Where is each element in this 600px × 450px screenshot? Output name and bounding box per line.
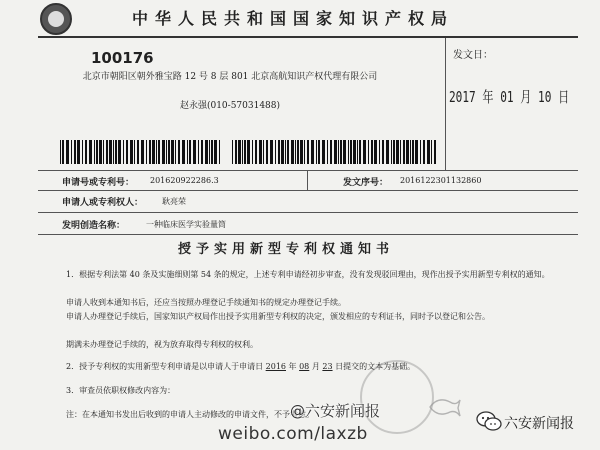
barcode-bar <box>393 140 395 164</box>
issue-date: 2017 年 01 月 10 日 <box>449 88 570 106</box>
barcode-bar <box>434 140 436 164</box>
barcode-bar <box>247 140 250 164</box>
barcode-bar <box>118 140 121 164</box>
barcode-bar <box>340 140 342 164</box>
p2-month: 08 <box>299 362 310 371</box>
doc-no-value: 2016122301132860 <box>400 176 482 185</box>
barcode-bar <box>235 140 237 164</box>
barcode-bar <box>82 140 83 164</box>
barcode-bar <box>146 140 147 164</box>
barcode-bar <box>193 140 196 164</box>
barcode-bar <box>115 140 117 164</box>
wechat-icon <box>476 410 502 432</box>
barcode-bar <box>175 140 176 164</box>
p2-day: 23 <box>322 362 333 371</box>
barcode-bar <box>209 140 210 164</box>
app-no-label: 申请号或专利号： <box>62 178 135 188</box>
barcode-right <box>232 140 437 164</box>
barcode-bar <box>316 140 317 164</box>
barcode-bar <box>201 140 203 164</box>
barcode-left <box>60 140 220 164</box>
barcode-bar <box>255 140 257 164</box>
barcode-bar <box>278 140 280 164</box>
barcode-bar <box>266 140 268 164</box>
barcode-bar <box>368 140 369 164</box>
barcode-bar <box>71 140 72 164</box>
barcode-bar <box>359 140 361 164</box>
barcode-bar <box>259 140 262 164</box>
barcode-bar <box>85 140 87 164</box>
barcode-bar <box>330 140 332 164</box>
barcode-bar <box>400 140 401 164</box>
barcode-bar <box>406 140 409 164</box>
barcode-bar <box>141 140 144 164</box>
barcode-bar <box>94 140 95 164</box>
barcode-bar <box>211 140 213 164</box>
date-label: 发文日： <box>453 50 493 61</box>
barcode-bar <box>295 140 296 164</box>
barcode-bar <box>130 140 133 164</box>
barcode-bar <box>166 140 167 164</box>
paragraph-3: 3．审查员依职权修改内容为： <box>66 386 176 395</box>
barcode-bar <box>379 140 380 164</box>
barcode-bar <box>214 140 217 164</box>
barcode-bar <box>353 140 356 164</box>
notice-title: 授予实用新型专利权通知书 <box>178 242 395 257</box>
barcode-bar <box>123 140 124 164</box>
barcode-bar <box>427 140 430 164</box>
weibo-handle: @六安新闻报 <box>290 402 381 420</box>
fish-logo-icon <box>428 394 462 420</box>
barcode-bar <box>106 140 108 164</box>
barcode-bar <box>205 140 208 164</box>
barcode-bar <box>162 140 165 164</box>
barcode-bar <box>77 140 80 164</box>
wechat-account-name: 六安新闻报 <box>504 416 574 432</box>
paragraph-4: 注：在本通知书发出后收到的申请人主动修改的申请文件，不予考虑。 <box>66 410 314 419</box>
barcode-bar <box>403 140 405 164</box>
row-divider <box>38 234 578 235</box>
barcode-bar <box>300 140 303 164</box>
barcode-bar <box>219 140 220 164</box>
barcode-bar <box>134 140 135 164</box>
barcode-bar <box>168 140 170 164</box>
barcode-bar <box>415 140 418 164</box>
title-label: 发明创造名称： <box>62 221 126 231</box>
barcode-bar <box>307 140 309 164</box>
p2-month-unit: 月 <box>309 362 323 371</box>
barcode-bar <box>158 140 160 164</box>
recipient-address: 北京市朝阳区朝外雅宝路 12 号 8 层 801 北京高航知识产权代理有限公司 <box>82 72 378 82</box>
barcode-bar <box>396 140 399 164</box>
row-divider <box>38 190 578 191</box>
barcode-bar <box>189 140 191 164</box>
applicant-value: 耿亮荣 <box>162 197 186 206</box>
barcode-bar <box>66 140 69 164</box>
p2-suffix: 日提交的文本为基础。 <box>332 362 416 371</box>
barcode-bar <box>232 140 233 164</box>
barcode-bar <box>109 140 112 164</box>
p2-year-unit: 年 <box>286 362 300 371</box>
barcode-bar <box>187 140 188 164</box>
weibo-url: weibo.com/laxzb <box>218 424 368 444</box>
barcode-bar <box>137 140 139 164</box>
paragraph-1c: 申请人办理登记手续后，国家知识产权局作出授予实用新型专利权的决定，颁发相应的专利证书，同时予以登记和公告。 <box>66 312 490 321</box>
office-title: 中华人民共和国国家知识产权局 <box>132 9 455 28</box>
barcode-bar <box>350 140 352 164</box>
doc-no-label: 发文序号： <box>343 178 389 188</box>
barcode-bar <box>287 140 289 164</box>
barcode-bar <box>281 140 284 164</box>
paragraph-2 <box>66 360 596 373</box>
barcode-bar <box>96 140 98 164</box>
barcode-bar <box>311 140 314 164</box>
paragraph-1: 1．根据专利法第 40 条及实施细则第 54 条的规定，上述专利申请经初步审查，没有发现驳回理由，现作出授予实用新型专利权的通知。 <box>66 270 550 279</box>
barcode-bar <box>420 140 421 164</box>
barcode-bar <box>60 140 61 164</box>
barcode-bar <box>386 140 389 164</box>
barcode-bar <box>374 140 377 164</box>
barcode-bar <box>126 140 128 164</box>
barcode-bar <box>74 140 76 164</box>
p2-prefix: 2．授予专利权的实用新型专利申请是以申请人于申请日 <box>66 362 266 371</box>
barcode-bar <box>423 140 425 164</box>
barcode-bar <box>338 140 339 164</box>
barcode-bar <box>182 140 185 164</box>
barcode-bar <box>244 140 246 164</box>
barcode-bar <box>242 140 243 164</box>
title-value: 一种临床医学实验量筒 <box>146 220 226 229</box>
barcode-bar <box>113 140 114 164</box>
barcode-bar <box>297 140 299 164</box>
column-divider <box>307 170 308 190</box>
barcode-bar <box>343 140 346 164</box>
barcode-bar <box>322 140 325 164</box>
barcode-bar <box>318 140 320 164</box>
barcode-bar <box>327 140 328 164</box>
recipient-contact: 赵永强(010-57031488) <box>179 101 281 111</box>
barcode-bar <box>198 140 199 164</box>
row-divider <box>38 170 578 171</box>
national-emblem-icon <box>40 3 72 35</box>
barcode-bar <box>291 140 294 164</box>
barcode-bar <box>382 140 384 164</box>
paragraph-1b: 申请人收到本通知书后，还应当按照办理登记手续通知书的规定办理登记手续。 <box>66 298 346 307</box>
barcode-bar <box>238 140 241 164</box>
barcode-bar <box>99 140 102 164</box>
postcode: 100176 <box>91 49 154 67</box>
barcode-bar <box>357 140 358 164</box>
barcode-bar <box>62 140 64 164</box>
barcode-bar <box>412 140 414 164</box>
p2-year: 2016 <box>265 362 286 371</box>
barcode-bar <box>285 140 286 164</box>
stamp-seal <box>360 360 434 434</box>
barcode-bar <box>252 140 253 164</box>
barcode-bar <box>178 140 180 164</box>
barcode-bar <box>152 140 155 164</box>
barcode-bar <box>348 140 349 164</box>
barcode-bar <box>371 140 373 164</box>
barcode-bar <box>391 140 392 164</box>
barcode-bar <box>171 140 174 164</box>
applicant-label: 申请人或专利权人： <box>62 198 144 208</box>
barcode-bar <box>89 140 92 164</box>
barcode-bar <box>275 140 276 164</box>
barcode-bar <box>103 140 104 164</box>
barcode-bar <box>149 140 151 164</box>
barcode-bar <box>334 140 337 164</box>
barcode-bar <box>304 140 305 164</box>
barcode-bar <box>431 140 432 164</box>
app-no-value: 201620922286.3 <box>150 176 219 185</box>
barcode-bar <box>263 140 264 164</box>
barcode-bar <box>410 140 411 164</box>
row-divider <box>38 212 578 213</box>
barcode-bar <box>156 140 157 164</box>
paragraph-1d: 期满未办理登记手续的，视为放弃取得专利权的权利。 <box>66 340 258 349</box>
barcode-bar <box>363 140 366 164</box>
barcode-bar <box>270 140 273 164</box>
